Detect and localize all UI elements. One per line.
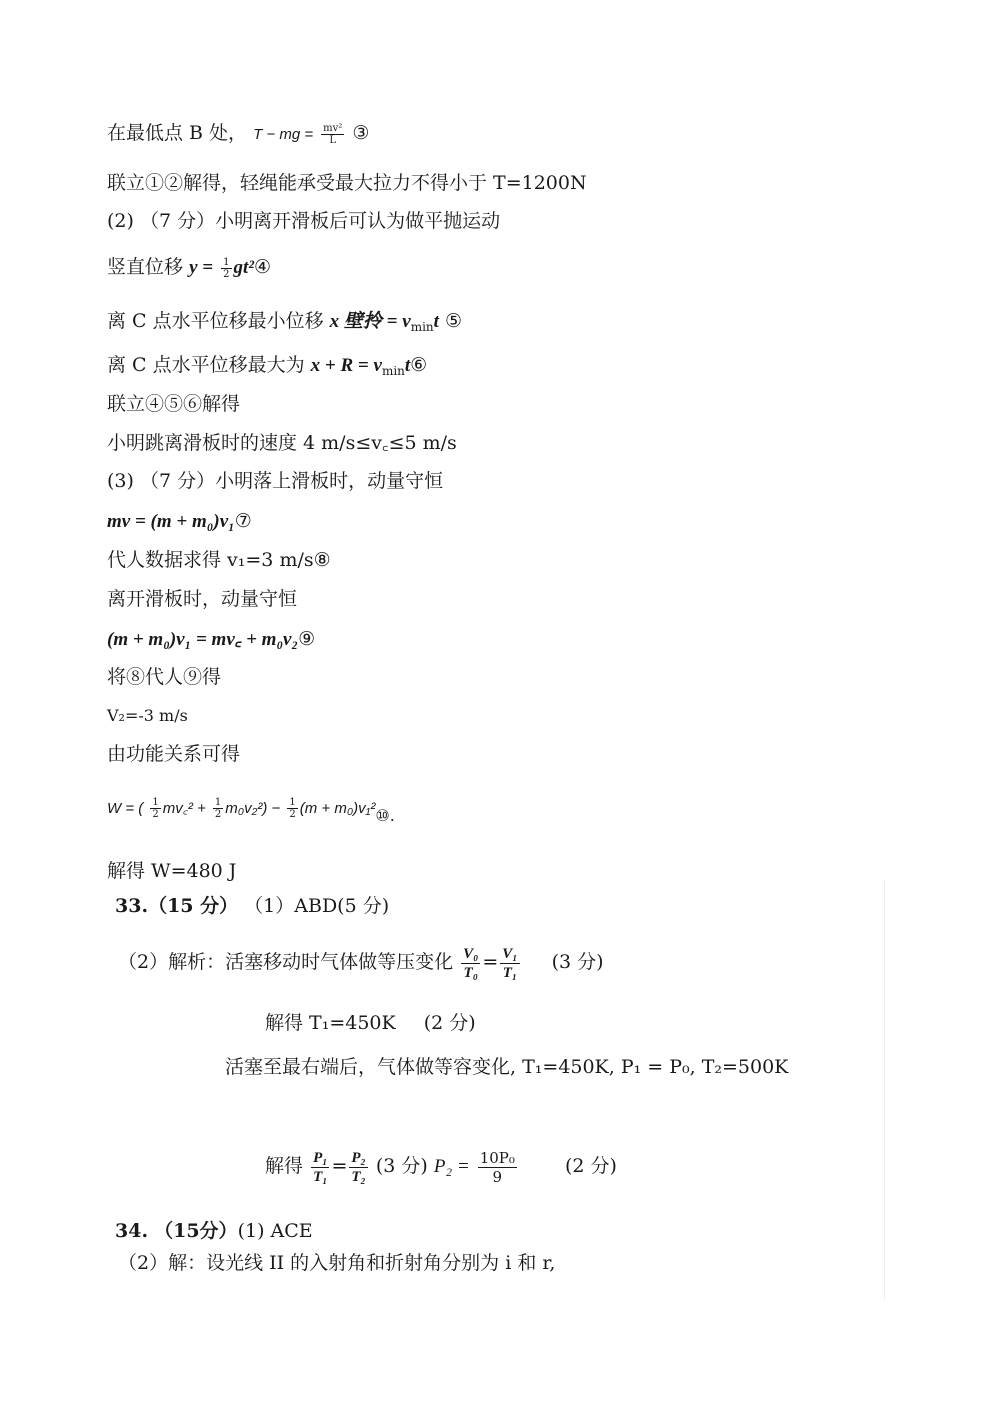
frac-num: 1 (152, 797, 159, 808)
line-min-horizontal (107, 308, 462, 340)
line-speed-range: 小明跳离滑板时的速度 4 m/s≤v꜀≤5 m/s (107, 432, 457, 454)
eq-y: y = (189, 257, 214, 278)
line-solve-tension: 联立①②解得，轻绳能承受最大拉力不得小于 T=1200N (107, 172, 587, 194)
line-v1-result: 代人数据求得 v₁=3 m/s⑧ (107, 549, 331, 571)
line-max-horizontal (107, 352, 427, 384)
text-max-horizontal: 离 C 点水平位移最大为 (107, 354, 305, 376)
frac-num: V₀ (463, 945, 479, 962)
frac-den: T₁ (502, 964, 518, 981)
text-lowest-point: 在最低点 B 处， (107, 122, 248, 144)
eq-W-open: W = ( (107, 800, 144, 817)
eq-marker-10: ⑩. (375, 806, 395, 825)
eq-marker-3: ③ (352, 122, 370, 144)
eq-marker-5: ⑤ (444, 310, 463, 332)
scan-edge-line (884, 880, 885, 1300)
eq-x-min: x 壁拎 = v (329, 311, 411, 332)
text-min-horizontal: 离 C 点水平位移最小位移 (107, 310, 324, 332)
frac-num: 1 (223, 256, 230, 268)
eq-momentum-landing: mv = (m + m₀)v₁ (107, 511, 235, 532)
frac-num: 1 (289, 797, 296, 808)
sub-min: min (381, 364, 405, 378)
fraction-half-b (213, 797, 223, 820)
fraction-mv2-over-L (321, 123, 344, 146)
frac-num: P₂ (351, 1149, 366, 1166)
sub-min: min (410, 320, 434, 334)
q33-number: 33. (115, 895, 149, 917)
q33-P2-prefix: 解得 (265, 1155, 304, 1177)
eq-gt2: gt² (233, 257, 254, 278)
text-vertical-displacement: 竖直位移 (107, 256, 184, 278)
q33-P2-score-a: (3 分) (375, 1155, 428, 1177)
eq-marker-9: ⑨ (298, 628, 316, 650)
fraction-one-half (221, 257, 231, 280)
line-q33-part2: （2）解析：活塞移动时气体做等压变化 $\frac{\text{V₀}}{\text{T₀}}$ = $\frac{\text{V₁}}{\text{T₁}}$ (3 分) (118, 945, 604, 981)
frac-num: 1 (214, 797, 222, 808)
fraction-V1-T1 (500, 945, 519, 982)
frac-num: 10P₀ (479, 1148, 515, 1167)
line-momentum-eq-7 (107, 508, 252, 535)
line-energy-heading: 由功能关系可得 (107, 743, 241, 765)
eq-marker-6: ⑥ (410, 354, 428, 376)
frac-num: P₁ (313, 1149, 328, 1166)
frac-den: T₁ (313, 1168, 328, 1185)
eq-momentum-leaving: (m + m₀)v₁ = mv꜀ + m₀v₂ (107, 629, 299, 650)
line-part3-heading: (3) （7 分）小明落上滑板时，动量守恒 (107, 470, 444, 492)
eq-x-plus-R: x + R = v (310, 355, 382, 376)
frac-num: mv² (323, 122, 343, 134)
frac-den: 2 (152, 809, 159, 820)
line-work-eq (107, 795, 395, 829)
line-q33-isochoric: 活塞至最右端后，气体做等容变化, T₁=450K, P₁ = P₀, T₂=500K (225, 1056, 789, 1078)
frac-den: 2 (214, 809, 222, 820)
eq-t: t (404, 355, 411, 376)
eq-tension-left: T − mg = (253, 126, 314, 143)
eq-P2: P₂ = (433, 1156, 470, 1177)
frac-den: T₂ (351, 1168, 366, 1185)
eq-t: t (433, 311, 439, 332)
line-q34-part2: （2）解：设光线 II 的入射角和折射角分别为 i 和 r, (118, 1252, 556, 1274)
frac-den: 2 (289, 809, 296, 820)
fraction-V0-T0 (461, 945, 480, 982)
eq-marker-4: ④ (253, 256, 272, 278)
frac-den: T₀ (463, 964, 478, 981)
q33-P2-score-b: (2 分) (564, 1155, 617, 1177)
eq-total-v12: (m + m₀)v₁² (299, 800, 376, 817)
q34-score: （15分） (154, 1220, 238, 1242)
q34-part1-answer: (1) ACE (237, 1220, 313, 1242)
line-part2-heading: (2) （7 分）小明离开滑板后可认为做平抛运动 (107, 210, 501, 232)
eq-m0v22: m₀v₂²) − (225, 800, 281, 817)
fraction-half-c (287, 797, 297, 820)
frac-num: V₁ (502, 945, 518, 962)
line-lowest-point (107, 120, 369, 148)
line-q33-T1 (265, 1010, 476, 1036)
fraction-P1-T1 (311, 1149, 329, 1186)
line-substitute: 将⑧代人⑨得 (107, 666, 222, 688)
q33-T1-score: (2 分) (423, 1012, 476, 1034)
fraction-10P0-9 (478, 1149, 517, 1186)
q34-number: 34. (115, 1220, 149, 1242)
frac-den: 2 (223, 268, 230, 280)
fraction-half-a (150, 797, 160, 820)
line-vertical-displacement (107, 254, 271, 281)
q33-part2-score: (3 分) (551, 951, 604, 973)
line-q33-heading (115, 893, 389, 919)
eq-mvc2: mv꜀² + (162, 800, 206, 817)
q33-score: （15 分） (148, 895, 239, 917)
line-q34-heading (115, 1218, 313, 1244)
q33-T1-result: 解得 T₁=450K (265, 1012, 396, 1034)
eq-marker-7: ⑦ (234, 510, 252, 532)
line-momentum-eq-9 (107, 626, 315, 653)
line-work-result: 解得 W=480 J (107, 860, 237, 882)
q33-part1-answer: （1）ABD(5 分) (244, 895, 390, 917)
frac-den: L (329, 134, 337, 146)
line-leaving-heading: 离开滑板时，动量守恒 (107, 588, 298, 610)
q33-part2-text: （2）解析：活塞移动时气体做等压变化 (118, 951, 454, 973)
line-q33-P2: 解得 $\frac{\text{P₁}}{\text{T₁}}$ = $\frac{\text{P₂}}{\text{T₂}}$ (3 分) P₂ = $\frac{\text{10P₀}}{9}$ (2 分) (265, 1148, 617, 1186)
line-v2-result: V₂=-3 m/s (107, 706, 188, 725)
frac-den: 9 (492, 1167, 503, 1186)
line-solve-456: 联立④⑤⑥解得 (107, 393, 241, 415)
fraction-P2-T2 (349, 1149, 367, 1186)
